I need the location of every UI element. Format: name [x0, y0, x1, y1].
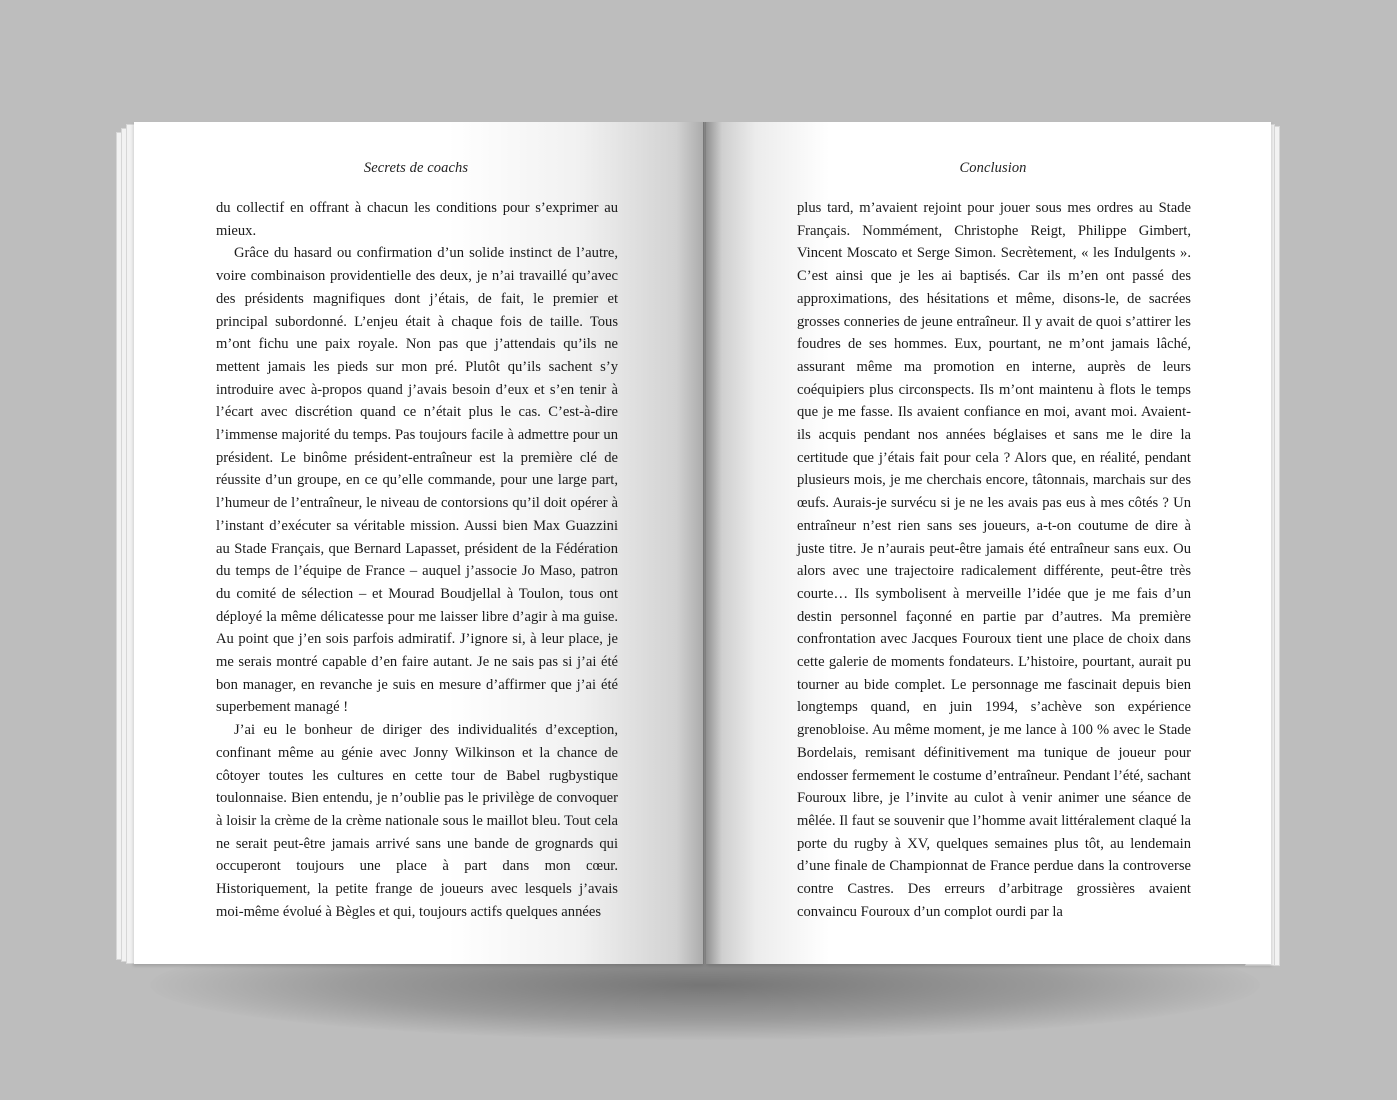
left-paragraph-2: Grâce du hasard ou confirmation d’un solide instinct de l’autre, voire combinaison providentielle des deux, je n’ai travaillé qu’avec des présidents magnifiques dont j’étais, de fait, le premier et principal subordonné. L’enjeu était à chaque fois de taille. Tous m’ont fichu une paix royale. Non pas que j’attendais qu’ils ne mettent jamais les pieds sur mon pré. Plutôt qu’ils sachent s’y introduire avec à-propos quand j’avais besoin d’eux et s’en tenir à l’écart avec discrétion quand ce n’était plus le cas. C’est-à-dire l’immense majorité du temps. Pas toujours facile à admettre pour un président. Le binôme président-entraîneur est la première clé de réussite d’un groupe, en ce qu’elle commande, pour une large part, l’humeur de l’entraîneur, le niveau de contorsions qu’il doit opérer à l’instant d’exécuter sa véritable mission. Aussi bien Max Guazzini au Stade Français, que Bernard Lapasset, président de la Fédération du temps de l’équipe de France – auquel j’associe Jo Maso, patron du comité de sélection – et Mourad Boudjellal à Toulon, tous ont déployé la même délicatesse pour me laisser libre d’agir à ma guise. Au point que j’en sois parfois admiratif. J’ignore si, à leur place, je me serais montré capable d’en faire autant. Je ne sais pas si j’ai été bon manager, en revanche je suis en mesure d’affirmer que j’ai été superbement managé !	[216, 245, 618, 716]
book-gutter	[703, 122, 706, 964]
left-running-head: Secrets de coachs	[363, 160, 469, 176]
right-text-block	[797, 197, 1191, 924]
left-text-block	[216, 197, 618, 924]
right-paragraph-1: plus tard, m’avaient rejoint pour jouer sous mes ordres au Stade Français. Nommément, Christophe Reigt, Philippe Gimbert, Vincent Moscato et Serge Simon. Secrètement, « les Indulgents ». C’est ainsi que je les ai baptisés. Car ils m’en ont passé des approximations, des hésitations et même, disons-le, de sacrées grosses conneries de jeune entraîneur. Il y avait de quoi s’attirer les foudres de ses hommes. Eux, pourtant, ne m’ont jamais lâché, assurant même ma promotion en interne, auprès de leurs coéquipiers plus circonspects. Ils m’ont maintenu à flots le temps que je me fasse. Ils avaient confiance en moi, avant moi. Avaient-ils acquis pendant nos années béglaises et sans me le dire la certitude que j’étais fait pour cela ? Alors que, en réalité, pendant plusieurs mois, je me cherchais encore, tâtonnais, marchais sur des œufs. Aurais-je survécu si je ne les avais pas eus à mes côtés ? Un entraîneur n’est rien sans ses joueurs, a-t-on coutume de dire à juste titre. Je n’aurais peut-être jamais été entraîneur sans eux. Ou alors avec une trajectoire radicalement différente, peut-être très courte… Ils symbolisent à merveille l’idée que je me fais d’un destin personnel façonné en partie par d’autres. Ma première confrontation avec Jacques Fouroux tient une place de choix dans cette galerie de moments fondateurs. L’histoire, pourtant, aurait pu tourner au bide complet. Le personnage me fascinait depuis bien longtemps quand, en juin 1994, s’achève son expérience grenobloise. Au même moment, je me lance à 100 % avec le Stade Bordelais, remisant définitivement ma tunique de joueur pour endosser fermement le costume d’entraîneur. Pendant l’été, sachant Fouroux libre, je l’invite au culot à venir animer une séance de mêlée. Il faut se souvenir que l’homme avait littéralement claqué la porte du rugby à XV, quelques semaines plus tôt, au lendemain d’une finale de Championnat de France perdue dans la controverse contre Castres. Des erreurs d’arbitrage grossières avaient convaincu Fouroux d’un complot ourdi par la	[797, 200, 1191, 920]
right-running-head: Conclusion	[959, 160, 1027, 176]
left-page	[134, 122, 705, 964]
right-page	[705, 122, 1271, 964]
left-paragraph-3: J’ai eu le bonheur de diriger des individualités d’exception, confinant même au génie avec Jonny Wilkinson et la chance de côtoyer toutes les cultures en cette tour de Babel rugbystique toulonnaise. Bien entendu, je n’oublie pas le privilège de convoquer à loisir la crème de la crème nationale sous le maillot bleu. Tout cela ne serait peut-être jamais arrivé sans une bande de grognards qui occuperont toujours une place à part dans mon cœur. Historiquement, la petite frange de joueurs avec lesquels j’avais moi-même évolué à Bègles et qui, toujours actifs quelques années	[216, 722, 618, 920]
left-paragraph-1: du collectif en offrant à chacun les conditions pour s’exprimer au mieux.	[216, 200, 618, 239]
